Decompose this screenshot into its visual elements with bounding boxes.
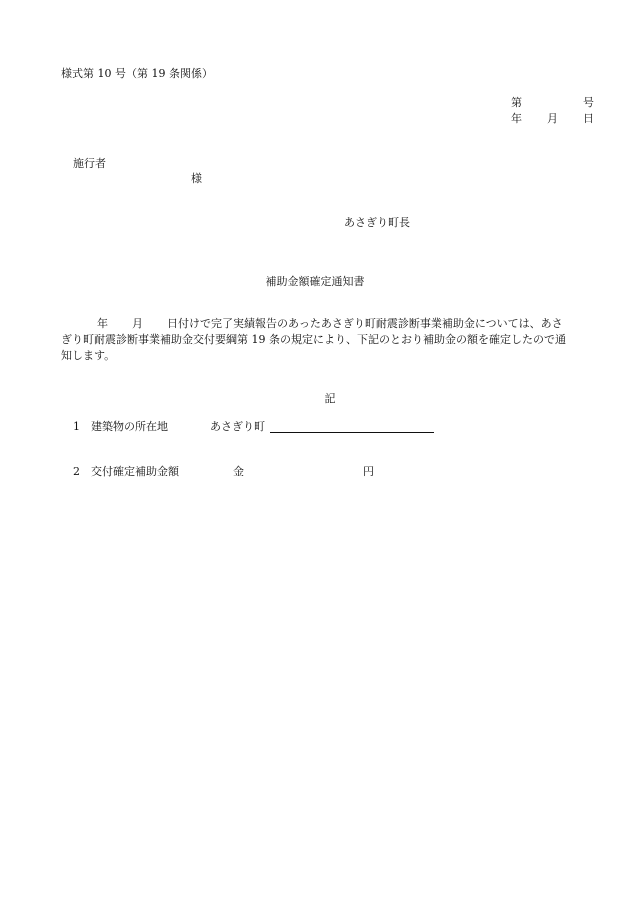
ki-heading: 記 xyxy=(324,392,336,405)
form-label: 様式第 10 号（第 19 条関係） xyxy=(61,67,213,80)
date-day: 日 xyxy=(583,112,594,125)
item-2-value-prefix: 金 xyxy=(233,465,244,478)
recipient-honorific: 様 xyxy=(191,172,202,185)
item-2-number: 2 xyxy=(73,465,80,478)
body-line-3: 知します。 xyxy=(61,349,116,362)
body-line-1-rest: 日付けで完了実績報告のあったあさぎり町耐震診断事業補助金については、あさ xyxy=(167,317,563,330)
date-month: 月 xyxy=(547,112,558,125)
body-year: 年 xyxy=(97,317,108,330)
body-line-1 xyxy=(61,316,601,332)
recipient-label: 施行者 xyxy=(73,157,106,170)
address-underline xyxy=(270,432,434,433)
item-1-label: 建築物の所在地 xyxy=(91,420,168,433)
body-month: 月 xyxy=(132,317,143,330)
item-2-value-suffix: 円 xyxy=(363,465,374,478)
body-text xyxy=(61,316,601,364)
number-prefix: 第 xyxy=(511,96,522,109)
item-1-number: 1 xyxy=(73,420,80,433)
item-1-value-prefix: あさぎり町 xyxy=(210,420,265,433)
number-suffix: 号 xyxy=(583,96,594,109)
body-line-2: ぎり町耐震診断事業補助金交付要綱第 19 条の規定により、下記のとおり補助金の額を確定したので通 xyxy=(61,333,566,346)
item-2-label: 交付確定補助金額 xyxy=(91,465,179,478)
document-title: 補助金額確定通知書 xyxy=(265,275,365,288)
date-year: 年 xyxy=(511,112,522,125)
sender-title: あさぎり町長 xyxy=(344,216,410,229)
